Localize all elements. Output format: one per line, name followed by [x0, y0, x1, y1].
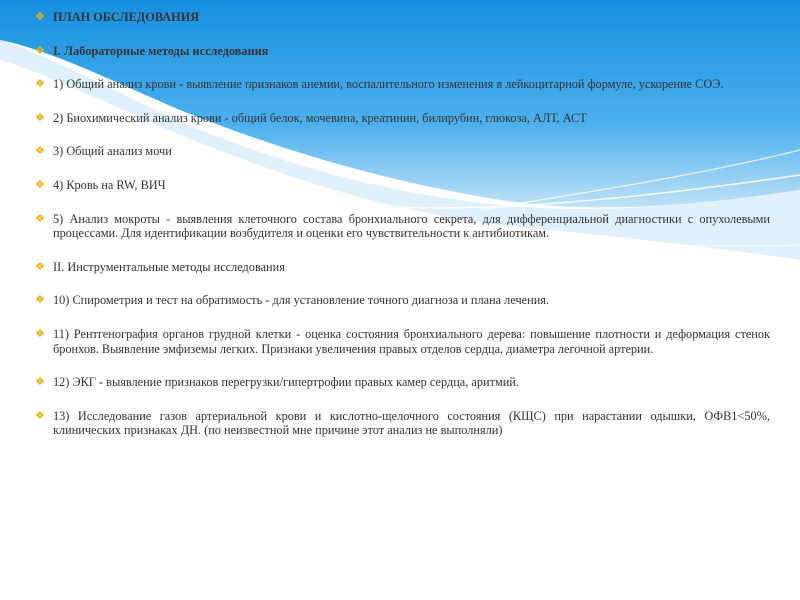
- diamond-bullet-icon: ❖: [35, 78, 45, 91]
- diamond-bullet-icon: ❖: [35, 260, 45, 273]
- list-item: [35, 375, 770, 390]
- list-item: [35, 327, 770, 356]
- list-item: [35, 10, 770, 25]
- item-spacer: [35, 241, 770, 260]
- list-item-text: 12) ЭКГ - выявление признаков перегрузки/гипертрофии правых камер сердца, аритмий.: [53, 375, 519, 390]
- diamond-bullet-icon: ❖: [35, 111, 45, 124]
- item-spacer: [35, 390, 770, 409]
- diamond-bullet-icon: ❖: [35, 44, 45, 57]
- item-spacer: [35, 25, 770, 44]
- list-item-text: 1) Общий анализ крови - выявление признаков анемии, воспалительного изменения в лейкоцитарной формуле, ускорение СОЭ.: [53, 77, 724, 92]
- item-spacer: [35, 92, 770, 111]
- item-spacer: [35, 308, 770, 327]
- diamond-bullet-icon: ❖: [35, 409, 45, 422]
- item-spacer: [35, 159, 770, 178]
- list-item-text: I. Лабораторные методы исследования: [53, 43, 269, 58]
- diamond-bullet-icon: ❖: [35, 212, 45, 225]
- list-item: [35, 77, 770, 92]
- list-item: [35, 144, 770, 159]
- item-spacer: [35, 125, 770, 144]
- list-item: [35, 293, 770, 308]
- list-item-text: 11) Рентгенография органов грудной клетки - оценка состояния бронхиального дерева: повышение плотности и деформация стенок бронхов. Выявление эмфиземы легких. Признаки увеличения правых отделов сердца, диаметра легочной артерии.: [53, 326, 770, 356]
- list-item-text: 2) Биохимический анализ крови - общий белок, мочевина, креатинин, билирубин, глюкоза, АЛТ, АСТ: [53, 110, 587, 125]
- diamond-bullet-icon: ❖: [35, 327, 45, 340]
- list-item: [35, 111, 770, 126]
- diamond-bullet-icon: ❖: [35, 294, 45, 307]
- list-item: [35, 212, 770, 241]
- content-area: [35, 10, 770, 438]
- list-item-text: ПЛАН ОБСЛЕДОВАНИЯ: [53, 10, 200, 24]
- item-spacer: [35, 356, 770, 375]
- list-item-text: 3) Общий анализ мочи: [53, 144, 172, 159]
- diamond-bullet-icon: ❖: [35, 11, 45, 23]
- list-item-text: II. Инструментальные методы исследования: [53, 259, 285, 274]
- list-item: [35, 409, 770, 438]
- diamond-bullet-icon: ❖: [35, 178, 45, 191]
- list-item-text: 13) Исследование газов артериальной крови и кислотно-щелочного состояния (КЩС) при нарастании одышки, ОФВ1<50%, клинических признаках ДН. (по неизвестной мне причине этот анализ не выполняли): [53, 408, 770, 438]
- list-item-text: 4) Кровь на RW, ВИЧ: [53, 177, 166, 192]
- diamond-bullet-icon: ❖: [35, 376, 45, 389]
- list-item: [35, 178, 770, 193]
- item-spacer: [35, 193, 770, 212]
- list-item-text: 5) Анализ мокроты - выявления клеточного состава бронхиального секрета, для дифференциальной диагностики с опухолевыми процессами. Для идентификации возбудителя и оценки его чувствительности к антибиотикам.: [53, 211, 770, 241]
- item-spacer: [35, 274, 770, 293]
- diamond-bullet-icon: ❖: [35, 145, 45, 158]
- item-spacer: [35, 58, 770, 77]
- list-item: [35, 44, 770, 59]
- list-item: [35, 260, 770, 275]
- list-item-text: 10) Спирометрия и тест на обратимость - для установление точного диагноза и плана лечения.: [53, 293, 550, 308]
